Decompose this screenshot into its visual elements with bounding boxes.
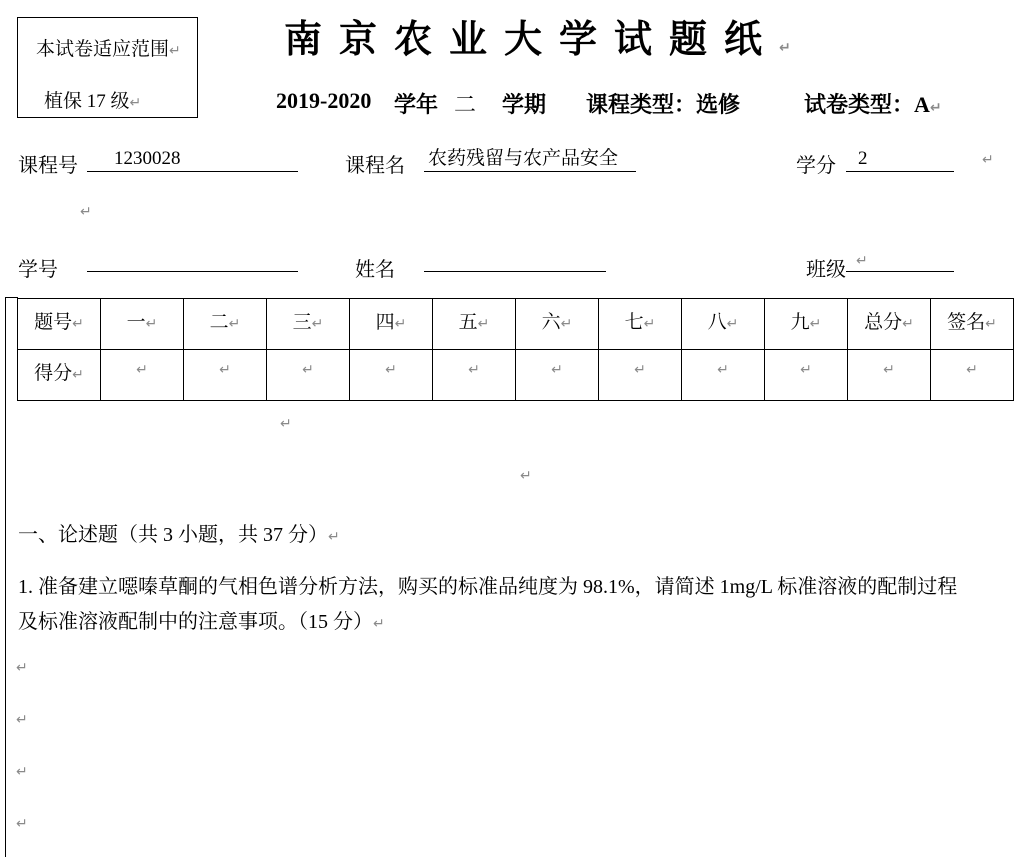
table-cell: 八↵ [682, 299, 765, 350]
score-cell[interactable]: ↵ [931, 350, 1014, 401]
score-table [17, 298, 1014, 401]
paragraph-mark[interactable]: ↵ [16, 712, 28, 728]
subtitle-course-type: 课程类型：选修 [586, 92, 741, 117]
border-rule [5, 297, 6, 857]
score-cell[interactable]: ↵ [433, 350, 516, 401]
table-cell: 题号↵ [18, 299, 101, 350]
question-1-text-cont: 及标准溶液配制中的注意事项。（15 分）↵ [18, 611, 385, 633]
table-cell: 一↵ [101, 299, 184, 350]
question-1-text: 1. 准备建立噁嗪草酮的气相色谱分析方法，购买的标准品纯度为 98.1%，请简述 1mg/L 标准溶液的配制过程 [18, 576, 958, 598]
section-heading: 一、论述题（共 3 小题，共 37 分）↵ [18, 524, 340, 546]
subtitle-year-suffix: 学年 [394, 92, 439, 117]
class-label: 班级 [806, 259, 846, 281]
score-cell[interactable]: ↵ [848, 350, 931, 401]
name-field[interactable] [424, 246, 606, 272]
paragraph-mark[interactable]: ↵ [16, 764, 28, 780]
table-cell: 六↵ [516, 299, 599, 350]
paragraph-mark: ↵ [80, 204, 92, 220]
table-cell: 五↵ [433, 299, 516, 350]
credit-field[interactable]: 2 [846, 146, 954, 172]
table-row [18, 299, 1014, 350]
table-cell: 四↵ [350, 299, 433, 350]
subtitle-paper-type: 试卷类型：A↵ [804, 92, 942, 117]
score-cell[interactable]: ↵ [765, 350, 848, 401]
score-cell[interactable]: ↵ [350, 350, 433, 401]
table-cell: 三↵ [267, 299, 350, 350]
paragraph-mark: ↵ [280, 416, 292, 432]
score-cell[interactable]: ↵ [516, 350, 599, 401]
subtitle-year: 2019-2020 [276, 88, 372, 113]
course-name-label: 课程名 [345, 155, 405, 177]
score-cell[interactable]: ↵ [267, 350, 350, 401]
score-cell[interactable]: ↵ [682, 350, 765, 401]
table-row [18, 350, 1014, 401]
credit-label: 学分 [796, 155, 836, 177]
scope-label: 本试卷适应范围↵ [36, 39, 181, 60]
table-cell: 得分↵ [18, 350, 101, 401]
paragraph-mark[interactable]: ↵ [16, 660, 28, 676]
page-title: 南京农业大学试题纸↵ [284, 19, 791, 61]
score-cell[interactable]: ↵ [184, 350, 267, 401]
subtitle-term-suffix: 学期 [502, 92, 547, 117]
scope-class: 植保 17 级↵ [44, 91, 142, 112]
paragraph-mark: ↵ [982, 152, 994, 168]
course-no-field[interactable]: 1230028 [87, 146, 298, 172]
table-cell: 二↵ [184, 299, 267, 350]
paragraph-mark: ↵ [520, 468, 532, 484]
student-id-field[interactable] [87, 246, 298, 272]
name-label: 姓名 [355, 259, 395, 281]
scope-box [17, 17, 198, 118]
paragraph-mark[interactable]: ↵ [16, 816, 28, 832]
class-field[interactable]: ↵ [846, 246, 954, 272]
table-cell: 签名↵ [931, 299, 1014, 350]
table-cell: 总分↵ [848, 299, 931, 350]
student-id-label: 学号 [18, 259, 58, 281]
course-no-label: 课程号 [18, 155, 78, 177]
table-cell: 九↵ [765, 299, 848, 350]
course-name-field[interactable]: 农药残留与农产品安全 [424, 146, 636, 172]
score-cell[interactable]: ↵ [599, 350, 682, 401]
table-cell: 七↵ [599, 299, 682, 350]
subtitle-term-num: 二 [454, 92, 477, 117]
score-cell[interactable]: ↵ [101, 350, 184, 401]
